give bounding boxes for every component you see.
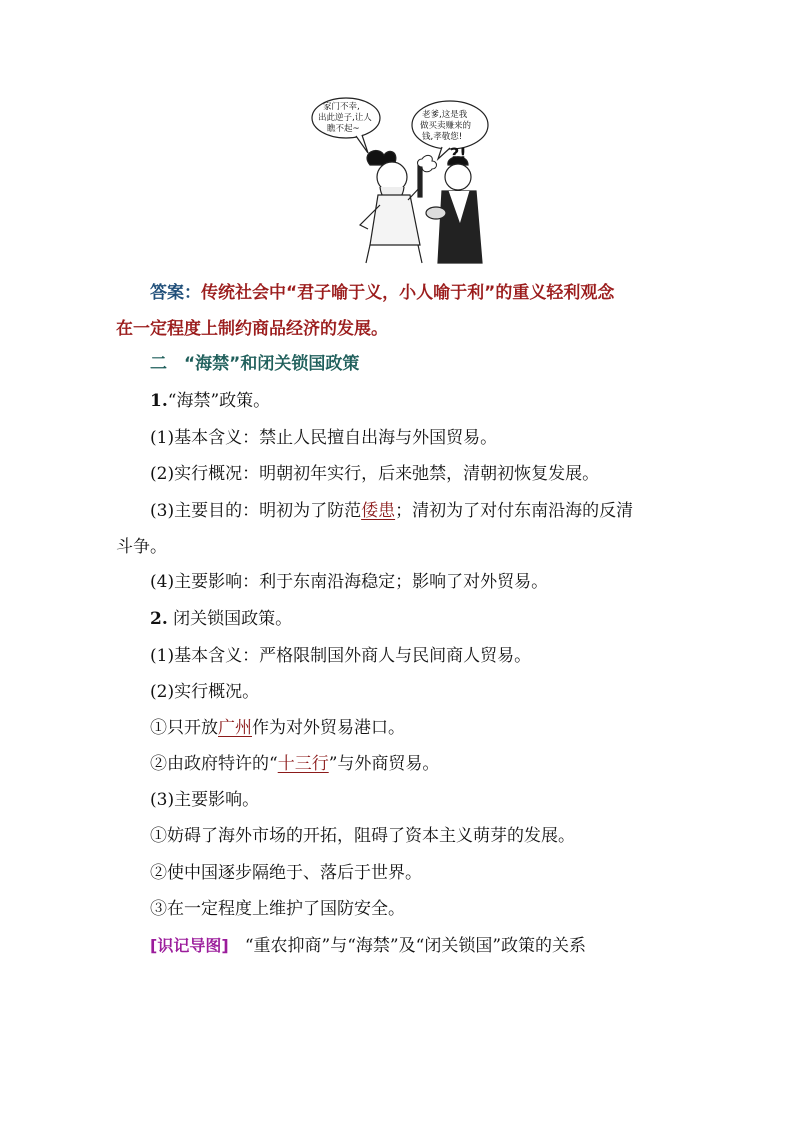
left-bubble-line: 瞧不起~ — [327, 124, 360, 134]
item-text: ①只开放 — [150, 718, 218, 738]
heading-text: “海禁”政策。 — [167, 391, 271, 411]
heading-1 — [150, 389, 270, 413]
item-1-1: (1)基本含义：禁止人民擅自出海与外国贸易。 — [150, 428, 498, 448]
item-2-2a — [150, 716, 405, 740]
heading-number: 2. — [150, 609, 168, 629]
section-title: 二 “海禁”和闭关锁国政策 — [150, 354, 360, 374]
item-1-3 — [150, 499, 633, 523]
item-text: ”与外商贸易。 — [328, 754, 440, 774]
item-text: ；清初为了对付东南沿海的反清 — [395, 501, 634, 521]
old-man-figure — [360, 150, 422, 263]
memo-text: “重农抑商”与“海禁”及“闭关锁国”政策的关系 — [244, 936, 587, 956]
answer-text: 传统社会中“君子喻于义，小人喻于利”的重义轻利观念 — [201, 283, 615, 303]
memo-label: [识记导图] — [150, 936, 229, 955]
heading-number: 1. — [150, 391, 168, 411]
memo-line — [150, 934, 586, 958]
item-2-3: (3)主要影响。 — [150, 790, 260, 810]
answer-line-2 — [116, 317, 388, 341]
key-term: 十三行 — [277, 754, 329, 774]
answer-text-cont: 在一定程度上制约商品经济的发展。 — [116, 319, 388, 339]
left-bubble-line: 家门不幸, — [323, 102, 360, 112]
young-man-figure — [426, 157, 482, 263]
question-exclaim-mark: ?! — [450, 144, 467, 163]
item-1-2: (2)实行概况：明朝初年实行，后来弛禁，清朝初恢复发展。 — [150, 464, 600, 484]
right-bubble-line: 老爹,这是我 — [422, 110, 468, 120]
item-text: ②由政府特许的“ — [150, 754, 278, 774]
item-2-3a: ①妨碍了海外市场的开拓，阻碍了资本主义萌芽的发展。 — [150, 826, 575, 846]
key-term: 广州 — [218, 718, 252, 738]
item-2-1: (1)基本含义：严格限制国外商人与民间商人贸易。 — [150, 646, 532, 666]
key-term: 倭患 — [361, 501, 396, 521]
item-2-3b: ②使中国逐步隔绝于、落后于世界。 — [150, 863, 422, 883]
item-2-2: (2)实行概况。 — [150, 682, 260, 702]
heading-text: 闭关锁国政策。 — [173, 609, 293, 629]
item-2-2b — [150, 752, 439, 776]
item-2-3c: ③在一定程度上维护了国防安全。 — [150, 899, 405, 919]
item-1-3-cont: 斗争。 — [116, 537, 167, 557]
answer-line-1 — [150, 281, 614, 305]
left-bubble-line: 出此逆子,让人 — [318, 113, 372, 123]
right-bubble-line: 钱,孝敬您! — [422, 132, 463, 142]
heading-2 — [150, 607, 292, 631]
item-text: 作为对外贸易港口。 — [252, 718, 405, 738]
answer-label: 答案： — [150, 283, 201, 303]
item-1-4: (4)主要影响：利于东南沿海稳定；影响了对外贸易。 — [150, 572, 549, 592]
right-bubble-line: 做买卖赚来的 — [420, 121, 472, 131]
cartoon-illustration — [310, 95, 510, 265]
item-text: (3)主要目的：明初为了防范 — [150, 501, 362, 521]
